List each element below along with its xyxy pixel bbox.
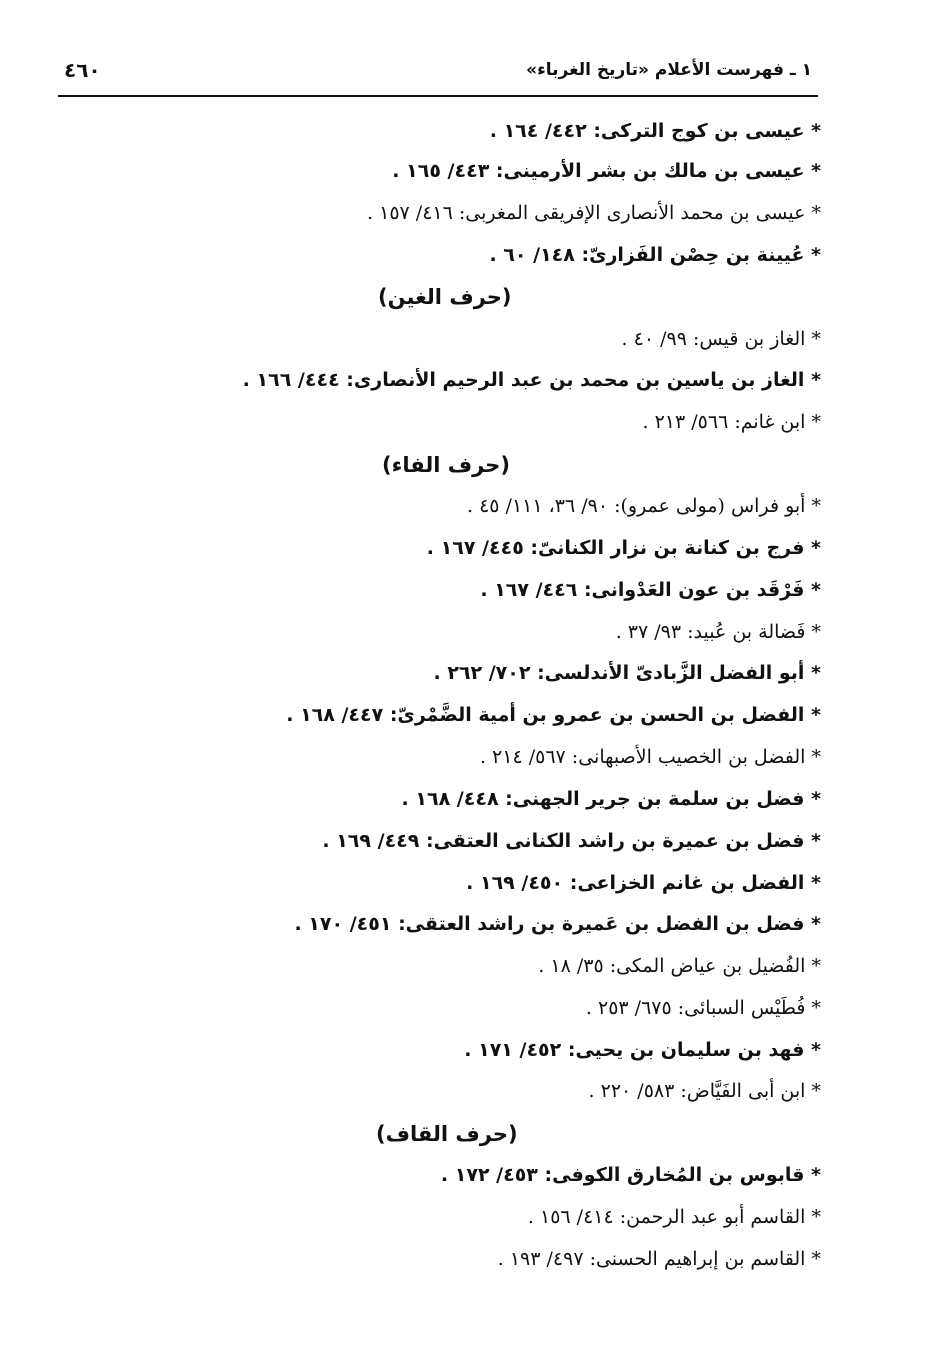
index-entry: * القاسم أبو عبد الرحمن: ٤١٤/ ١٥٦ . [527,1206,821,1228]
index-entry: * الفضل بن غانم الخزاعى: ٤٥٠/ ١٦٩ . [466,872,821,894]
index-entry: * فهد بن سليمان بن يحيى: ٤٥٢/ ١٧١ . [464,1039,821,1061]
index-entry: * فَرْقَد بن عون العَدْوانى: ٤٤٦/ ١٦٧ . [480,579,821,601]
index-entry: * أبو فراس (مولى عمرو): ٩٠/ ٣٦، ١١١/ ٤٥ . [466,495,821,517]
index-entry: * عيسى بن مالك بن بشر الأرمينى: ٤٤٣/ ١٦٥ . [392,160,821,182]
index-entry: * عُيينة بن حِصْن الفَزارىّ: ١٤٨/ ٦٠ . [489,244,821,266]
index-entry: * الفضل بن الحسن بن عمرو بن أمية الضَّمْرىّ: ٤٤٧/ ١٦٨ . [286,704,821,726]
index-entry: * عيسى بن محمد الأنصارى الإفريقى المغربى: ٤١٦/ ١٥٧ . [367,202,821,224]
index-entry: * فرج بن كنانة بن نزار الكنانىّ: ٤٤٥/ ١٦٧ . [426,537,821,559]
letter-section-heading: (حرف الغين) [378,285,512,309]
page-number: ٤٦٠ [64,58,101,82]
index-entry: * القاسم بن إبراهيم الحسنى: ٤٩٧/ ١٩٣ . [497,1248,821,1270]
index-entry: * الفضل بن الخصيب الأصبهانى: ٥٦٧/ ٢١٤ . [479,746,821,768]
index-entry: * فُطَيْس السبائى: ٦٧٥/ ٢٥٣ . [585,997,821,1019]
index-entry: * الغاز بن ياسين بن محمد بن عبد الرحيم الأنصارى: ٤٤٤/ ١٦٦ . [242,369,821,391]
index-entry: * الفُضيل بن عياض المكى: ٣٥/ ١٨ . [538,955,821,977]
index-entry: * قابوس بن المُخارق الكوفى: ٤٥٣/ ١٧٢ . [440,1164,821,1186]
letter-section-heading: (حرف القاف) [376,1122,518,1146]
index-entry: * فضل بن الفضل بن عَميرة بن راشد العتقى: ٤٥١/ ١٧٠ . [294,913,821,935]
index-entry: * عيسى بن كوج التركى: ٤٤٢/ ١٦٤ . [489,120,821,142]
index-entry: * ابن غانم: ٥٦٦/ ٢١٣ . [642,411,821,433]
index-entry: * ابن أبى الفَيَّاض: ٥٨٣/ ٢٢٠ . [588,1080,821,1102]
index-entry: * أبو الفضل الزَّبادىّ الأندلسى: ٧٠٢/ ٢٦٢ . [433,662,821,684]
index-entry: * فضل بن عميرة بن راشد الكنانى العتقى: ٤٤٩/ ١٦٩ . [322,830,821,852]
running-title: ١ ـ فهرست الأعلام «تاريخ الغرباء» [526,60,812,80]
index-entry: * فضل بن سلمة بن جرير الجهنى: ٤٤٨/ ١٦٨ . [401,788,821,810]
letter-section-heading: (حرف الفاء) [382,453,510,477]
index-entry: * الغاز بن قيس: ٩٩/ ٤٠ . [621,328,821,350]
index-entry: * فَضالة بن عُبيد: ٩٣/ ٣٧ . [615,621,821,643]
